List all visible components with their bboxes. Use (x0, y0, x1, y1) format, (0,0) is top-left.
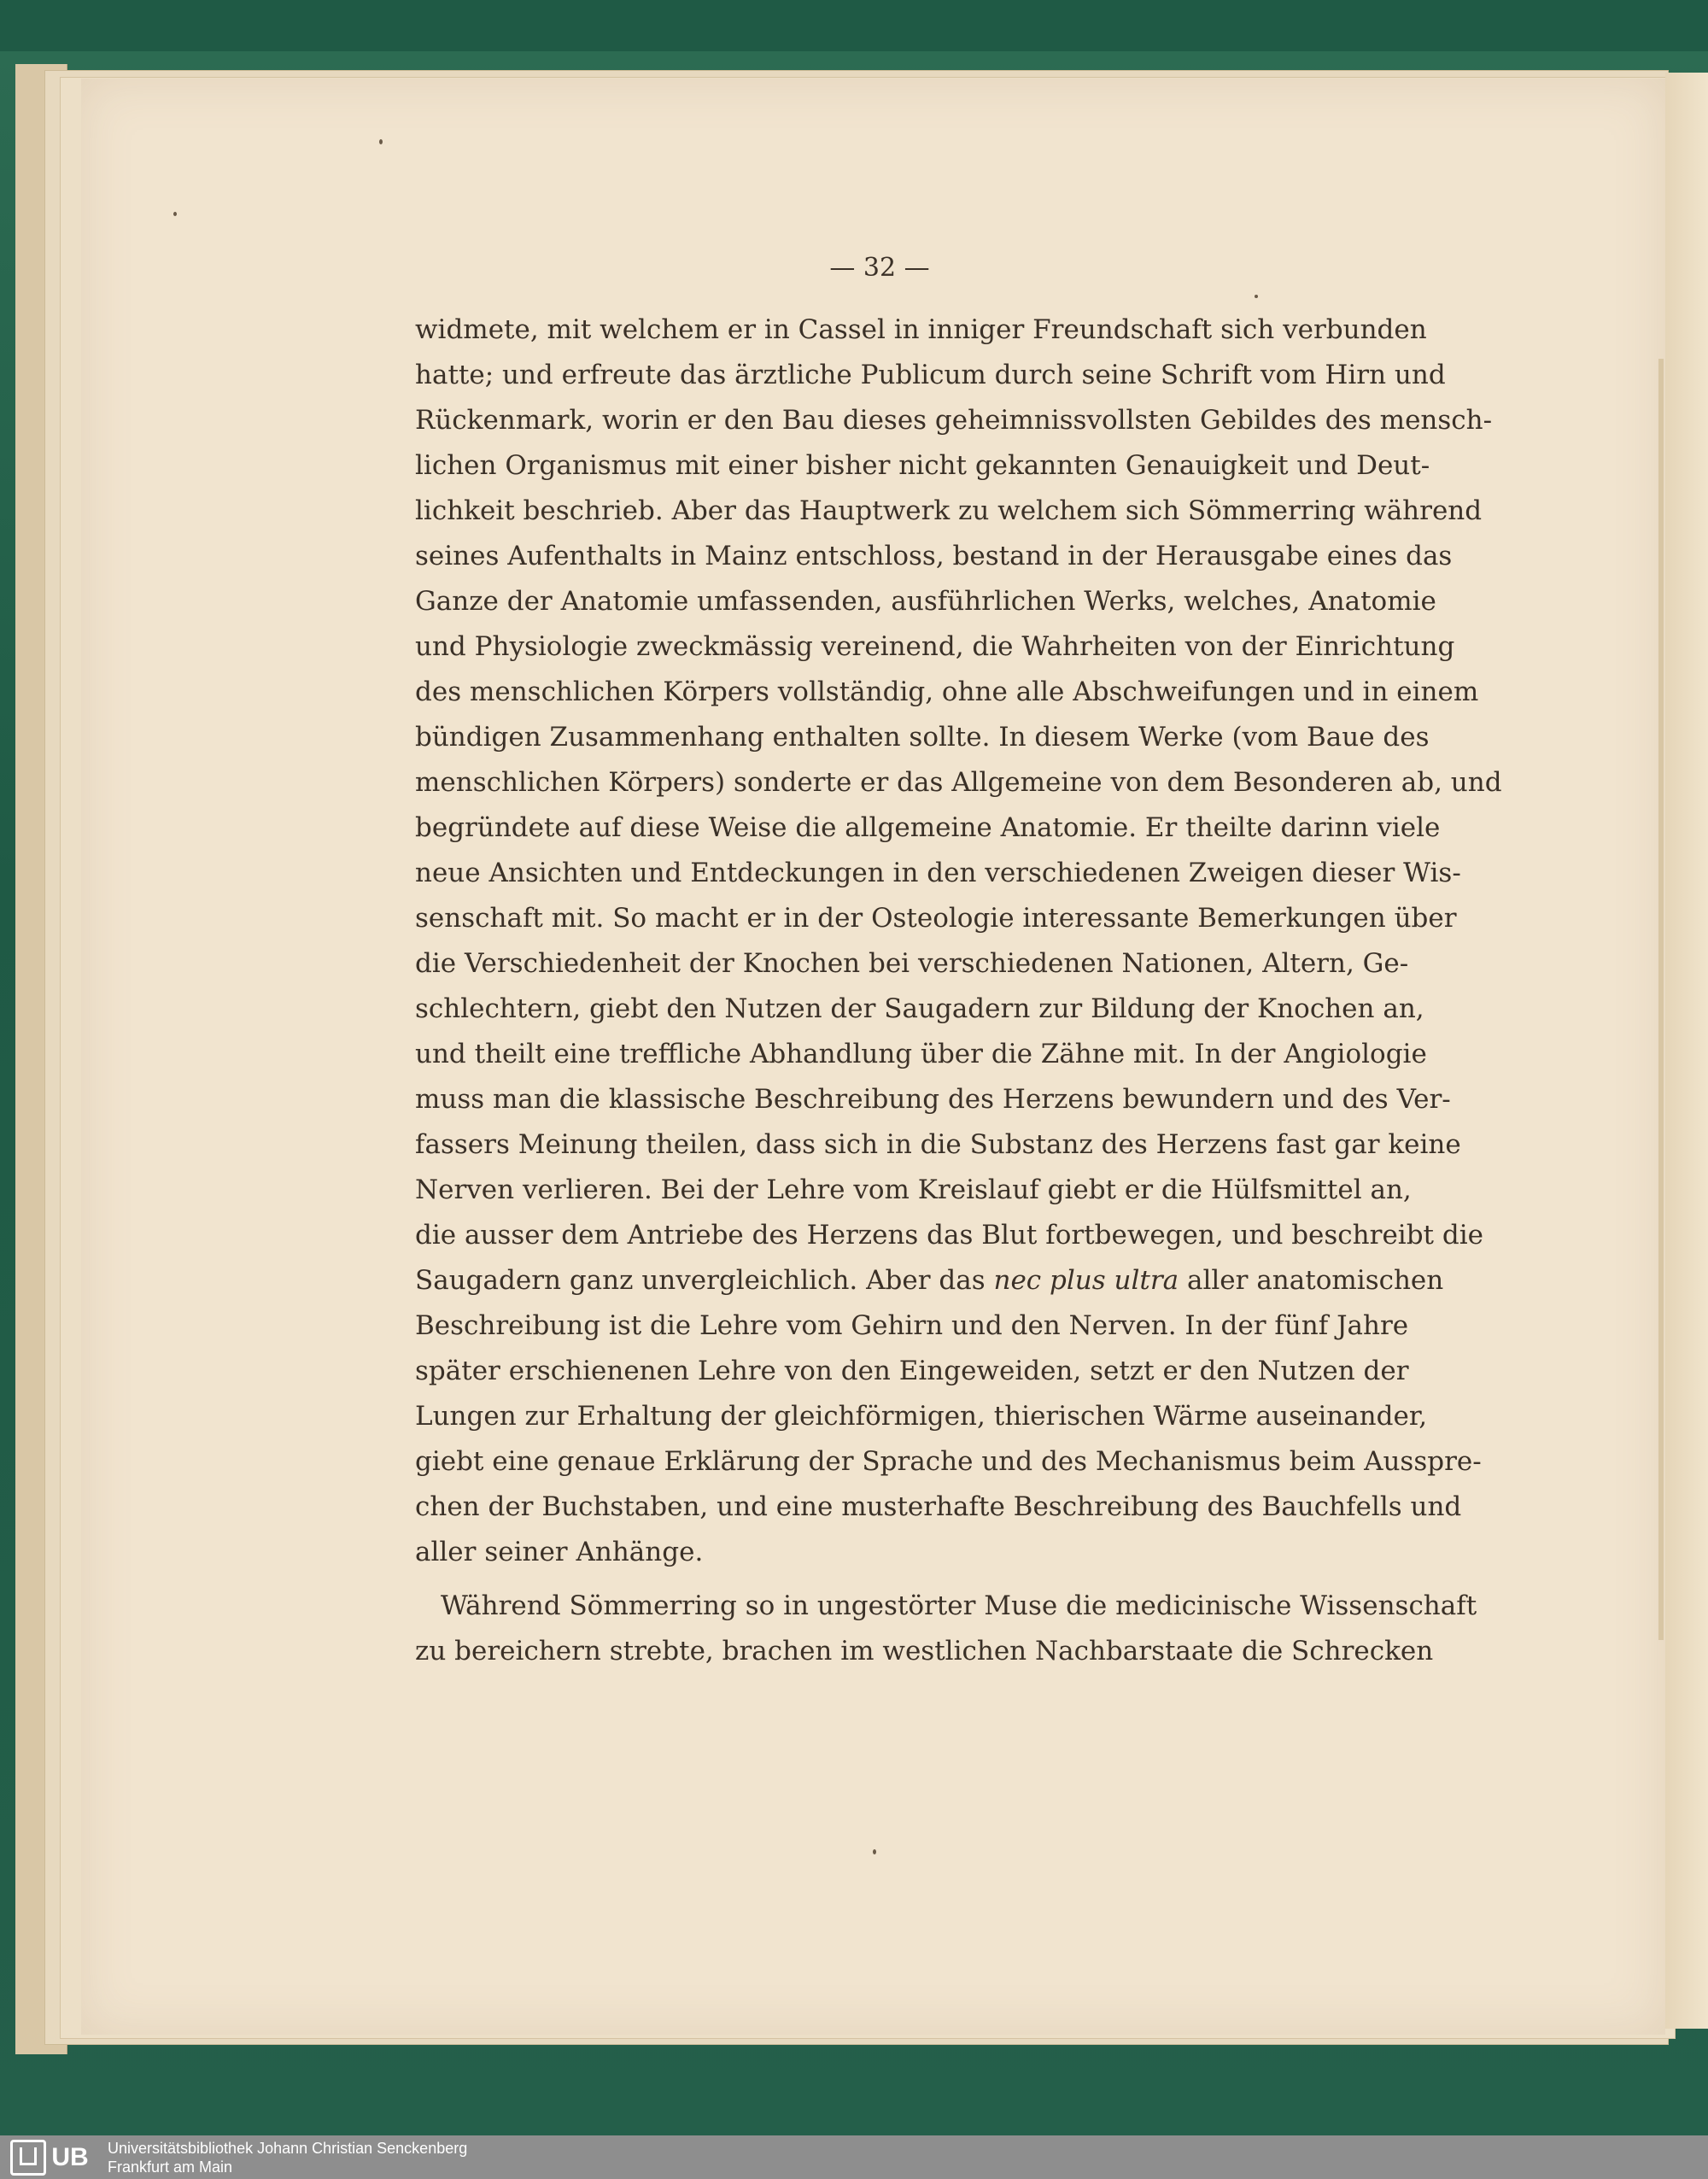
text-line: neue Ansichten und Entdeckungen in den verschiedenen Zweigen dieser Wis- (415, 858, 1461, 888)
library-footer (0, 2135, 1708, 2179)
text-line: menschlichen Körpers) sonderte er das Allgemeine von dem Besonderen ab, und (415, 767, 1502, 798)
page-number: — 32 — (829, 253, 930, 283)
library-name: Universitätsbibliothek Johann Christian Senckenberg (108, 2140, 468, 2157)
text-line: des menschlichen Körpers vollständig, ohne alle Abschweifungen und in einem (415, 677, 1479, 707)
text-line: Lungen zur Erhaltung der gleichförmigen, thierischen Wärme auseinander, (415, 1401, 1428, 1432)
text-line: Beschreibung ist die Lehre vom Gehirn und den Nerven. In der fünf Jahre (415, 1310, 1409, 1341)
library-city: Frankfurt am Main (108, 2158, 233, 2176)
text-line: die ausser dem Antriebe des Herzens das Blut fortbewegen, und beschreibt die (415, 1220, 1483, 1251)
library-logo-icon (10, 2140, 46, 2176)
text-line: und theilt eine treffliche Abhandlung über die Zähne mit. In der Angiologie (415, 1039, 1427, 1069)
text-line: Ganze der Anatomie umfassenden, ausführlichen Werks, welches, Anatomie (415, 586, 1436, 617)
footer-caption (108, 2139, 467, 2176)
paragraph-gap (415, 1575, 1358, 1584)
library-logo (0, 2135, 99, 2179)
text-line: lichkeit beschrieb. Aber das Hauptwerk zu welchem sich Sömmerring während (415, 495, 1483, 526)
text-line: widmete, mit welchem er in Cassel in inniger Freundschaft sich verbunden (415, 314, 1427, 345)
paper-speck (173, 212, 177, 216)
paragraph-first-line: Während Sömmerring so in ungestörter Muse die medicinische Wissenschaft (441, 1590, 1477, 1621)
text-line: und Physiologie zweckmässig vereinend, die Wahrheiten von der Einrichtung (415, 631, 1455, 662)
text-segment: aller anatomischen (1187, 1265, 1444, 1296)
text-line: später erschienenen Lehre von den Eingeweiden, setzt er den Nutzen der (415, 1356, 1409, 1386)
text-line: zu bereichern strebte, brachen im westlichen Nachbarstaate die Schrecken (415, 1636, 1434, 1666)
italic-phrase: nec plus ultra (993, 1265, 1179, 1296)
page-fold (1658, 359, 1664, 1640)
text-segment: Saugadern ganz unvergleichlich. Aber das (415, 1265, 986, 1296)
text-line-with-italic (415, 1258, 1444, 1303)
text-line: giebt eine genaue Erklärung der Sprache und des Mechanismus beim Ausspre- (415, 1446, 1482, 1477)
text-line: bündigen Zusammenhang enthalten sollte. In diesem Werke (vom Baue des (415, 722, 1430, 753)
text-line: lichen Organismus mit einer bisher nicht gekannten Genauigkeit und Deut- (415, 450, 1430, 481)
text-line: Rückenmark, worin er den Bau dieses geheimnissvollsten Gebildes des mensch- (415, 405, 1493, 436)
text-line: die Verschiedenheit der Knochen bei verschiedenen Nationen, Altern, Ge- (415, 948, 1409, 979)
body-text (415, 308, 1502, 1674)
text-line: chen der Buchstaben, und eine musterhafte Beschreibung des Bauchfells und (415, 1491, 1462, 1522)
text-line: begründete auf diese Weise die allgemeine Anatomie. Er theilte darinn viele (415, 812, 1441, 843)
text-line: fassers Meinung theilen, dass sich in die Substanz des Herzens fast gar keine (415, 1129, 1461, 1160)
text-line: Nerven verlieren. Bei der Lehre vom Kreislauf giebt er die Hülfsmittel an, (415, 1174, 1412, 1205)
paragraph-last-line: aller seiner Anhänge. (415, 1537, 704, 1567)
paper-speck (379, 139, 383, 144)
logo-text: UB (51, 2142, 89, 2171)
text-line: schlechtern, giebt den Nutzen der Saugadern zur Bildung der Knochen an, (415, 993, 1424, 1024)
text-line: seines Aufenthalts in Mainz entschloss, bestand in der Herausgabe eines das (415, 541, 1453, 571)
text-line: muss man die klassische Beschreibung des Herzens bewundern und des Ver- (415, 1084, 1451, 1115)
paper-speck (873, 1849, 876, 1854)
right-page-edge (1665, 73, 1708, 2029)
text-line: senschaft mit. So macht er in der Osteologie interessante Bemerkungen über (415, 903, 1457, 934)
text-line: hatte; und erfreute das ärztliche Publicum durch seine Schrift vom Hirn und (415, 360, 1446, 390)
paper-speck (1255, 295, 1258, 298)
